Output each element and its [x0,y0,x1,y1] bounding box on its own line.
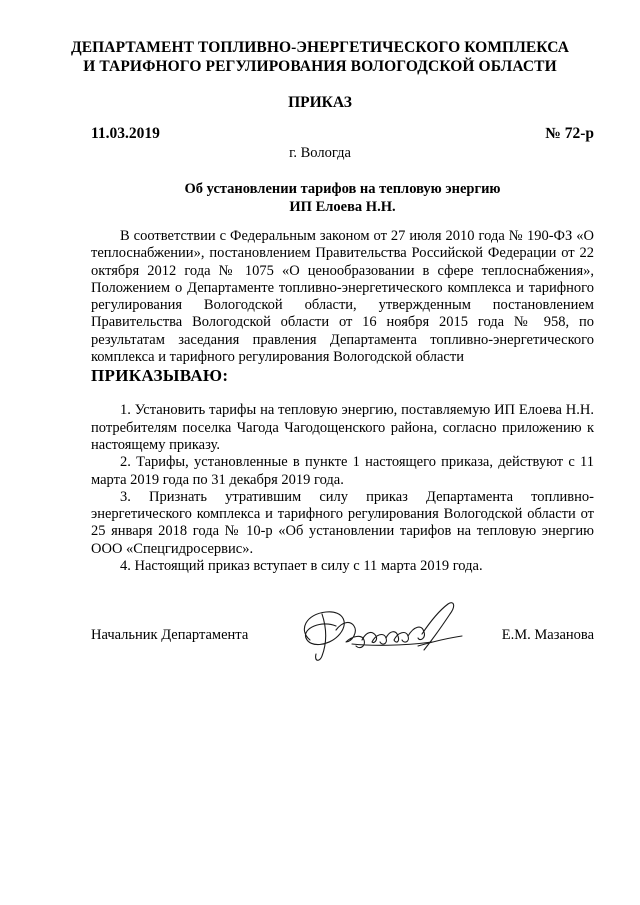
department-header [60,38,580,76]
document-number: № 72-р [545,125,594,142]
preamble-paragraph: В соответствии с Федеральным законом от 27 июля 2010 года № 190-ФЗ «О теплоснабжении», постановлением Правительства Российской Федерации от 22 октября 2012 года № 1075 «О ценообразовании в сфере теплоснабжения», Положением о Департаменте топливно-энергетического комплекса и тарифного регулирования Вологодской области, утвержденным постановлением Правительства Вологодской области от 16 ноября 2015 года № 958, по результатам заседания правления Департамента топливно-энергетического комплекса и тарифного регулирования Вологодской области [91,228,594,366]
signatory-title: Начальник Департамента [91,627,249,643]
document-type: ПРИКАЗ [288,94,352,111]
header-line-2: И ТАРИФНОГО РЕГУЛИРОВАНИЯ ВОЛОГОДСКОЙ ОБЛАСТИ [83,58,557,75]
document-subject [91,180,594,216]
header-line-1: ДЕПАРТАМЕНТ ТОПЛИВНО-ЭНЕРГЕТИЧЕСКОГО КОМПЛЕКСА [70,39,570,56]
subject-line-1: Об установлении тарифов на тепловую энергию [184,181,501,197]
document-date: 11.03.2019 [91,125,160,142]
decree-item: 4. Настоящий приказ вступает в силу с 11 марта 2019 года. [120,558,483,575]
subject-line-2: ИП Елоева Н.Н. [289,199,396,215]
decree-item: 1. Установить тарифы на тепловую энергию, поставляемую ИП Елоева Н.Н. потребителям поселка Чагода Чагодощенского района, согласно приложению к настоящему приказу. [91,402,594,453]
document-city: г. Вологда [289,145,351,161]
handwritten-signature [292,596,472,668]
decree-items [91,402,594,575]
decree-word: ПРИКАЗЫВАЮ: [91,366,229,386]
document-body [91,228,594,575]
decree-item: 3. Признать утратившим силу приказ Департамента топливно-энергетического комплекса и тарифного регулирования Вологодской области от 25 января 2018 года № 10-р «Об установлении тарифов на тепловую энергию ООО «Спецгидросервис». [91,488,594,557]
signatory-name: Е.М. Мазанова [501,627,594,643]
decree-item: 2. Тарифы, установленные в пункте 1 настоящего приказа, действуют с 11 марта 2019 года по 31 декабря 2019 года. [91,454,594,488]
